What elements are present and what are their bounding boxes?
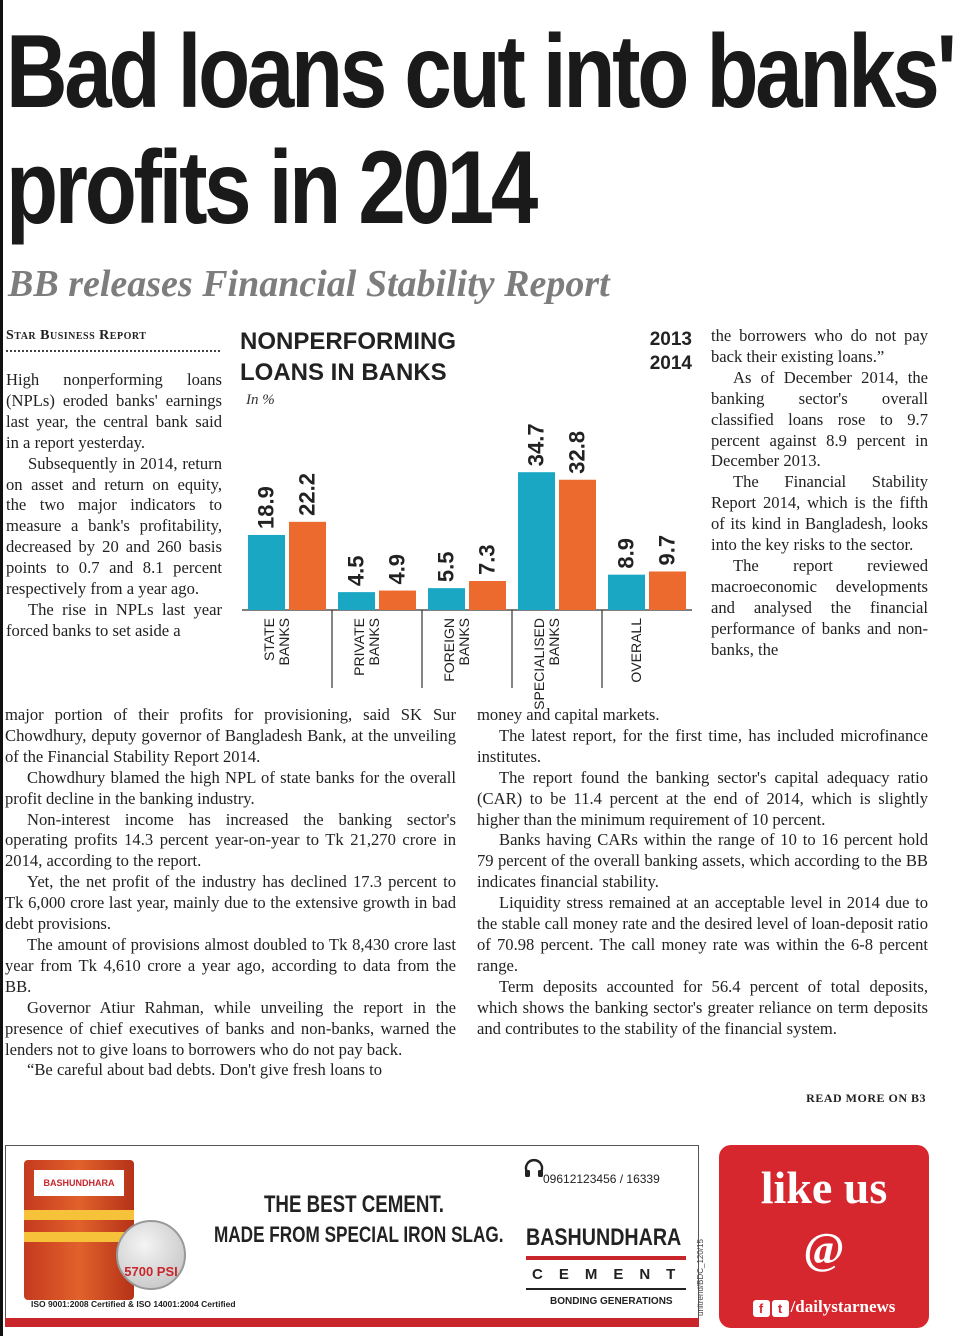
article-paragraph: Yet, the net profit of the industry has declined 17.3 percent to Tk 6,000 crore last year, mainly due to the extensive growth in bad debt provisions. [5, 872, 456, 934]
cement-advertisement[interactable] [5, 1145, 705, 1325]
brand-rule-2 [526, 1288, 686, 1290]
subhead: BB releases Financial Stability Report [8, 263, 610, 305]
article-paragraph: Liquidity stress remained at an acceptable level in 2014 due to the stable call money rate and the desired level of loan-deposit ratio of 70.98 percent. The call money rate was within the 6-8 percent range. [477, 893, 928, 975]
category-label: BANKS [366, 618, 382, 666]
bar-2014 [559, 480, 596, 610]
bar-2013 [428, 588, 465, 610]
promo-at: @ [803, 1224, 845, 1273]
chart-title-line-2: LOANS IN BANKS [240, 359, 447, 386]
bar-2013 [518, 472, 555, 610]
category-label: SPECIALISED [531, 618, 547, 710]
headline-line-2: profits in 2014 [6, 130, 535, 246]
bar-value-label: 18.9 [253, 486, 279, 529]
ad-phone: 09612123456 / 16339 [543, 1172, 660, 1186]
strength-badge [116, 1220, 186, 1290]
article-paragraph: The amount of provisions almost doubled to Tk 8,430 crore last year from Tk 4,610 crore a year ago, according to data from the BB. [5, 934, 456, 996]
ad-tagline-1: THE BEST CEMENT. [264, 1191, 444, 1218]
facebook-icon[interactable]: f [753, 1300, 770, 1317]
bar-2014 [379, 591, 416, 610]
ad-red-band [5, 1318, 699, 1327]
ad-brand: BASHUNDHARA [526, 1224, 682, 1251]
article-paragraph: money and capital markets. [477, 705, 660, 724]
article-column-a [6, 370, 222, 642]
category-label: OVERALL [628, 618, 644, 683]
npl-chart [228, 322, 706, 710]
bar-2013 [248, 535, 285, 610]
page-left-rule [0, 0, 3, 1336]
category-label: BANKS [456, 618, 472, 666]
bag-stripe [24, 1232, 134, 1242]
brand-rule [526, 1256, 686, 1260]
strength-badge-text: 5700 PSI [124, 1264, 178, 1279]
article-paragraph: As of December 2014, the banking sector's overall classified loans rose to 9.7 percent against 8.9 percent in December 2013. [711, 367, 928, 471]
read-more-link[interactable]: READ MORE ON B3 [806, 1091, 926, 1105]
bar-value-label: 34.7 [523, 423, 549, 467]
bar-value-label: 32.8 [564, 430, 590, 474]
ad-tagline-2: MADE FROM SPECIAL IRON SLAG. [214, 1222, 504, 1247]
headline [6, 14, 954, 246]
bar-2014 [649, 571, 686, 610]
bar-2013 [608, 575, 645, 610]
headline-line-1: Bad loans cut into banks' [6, 14, 954, 130]
article-paragraph: Non-interest income has increased the banking sector's operating profits 14.3 percent year-on-year to Tk 21,270 crore in 2014, according to the report. [5, 809, 456, 871]
article-paragraph: “Be careful about bad debts. Don't give fresh loans to [27, 1060, 383, 1080]
byline: Star Business Report [6, 328, 147, 343]
chart-title-line-1: NONPERFORMING [240, 328, 456, 355]
ad-slogan: BONDING GENERATIONS [550, 1296, 673, 1307]
category-label: STATE [261, 618, 277, 662]
article-paragraph: Term deposits accounted for 56.4 percent of total deposits, which shows the banking sector's greater reliance on term deposits and contributes to the stability of the financial system. [477, 976, 928, 1038]
iso-certification: ISO 9001:2008 Certified & ISO 14001:2004 Certified [31, 1299, 236, 1309]
category-label: BANKS [546, 618, 562, 666]
category-label: PRIVATE [351, 618, 367, 676]
twitter-icon[interactable]: t [772, 1300, 789, 1317]
article-paragraph: The Financial Stability Report 2014, which is the fifth of its kind in Bangladesh, looks into the key risks to the sector. [711, 472, 928, 555]
bar-value-label: 9.7 [654, 534, 680, 566]
promo-handle: /dailystarnews [790, 1297, 896, 1316]
social-promo[interactable] [719, 1145, 929, 1328]
article-column-c [711, 326, 928, 661]
article-paragraph: Banks having CARs within the range of 10 to 16 percent hold 79 percent of the overall banking assets, which according to the BB indicates financial stability. [477, 830, 928, 892]
article-paragraph: Governor Atiur Rahman, while unveiling the report in the presence of chief executives of banks and non-banks, warned the lenders not to give loans to borrowers who do not pay back. [5, 997, 456, 1059]
legend-2013: 2013 [649, 329, 692, 350]
bar-2014 [289, 522, 326, 610]
cement-bag-image [24, 1160, 134, 1300]
bar-2014 [469, 581, 506, 610]
ad-brand-sub: CEMENT [532, 1266, 692, 1283]
bar-value-label: 4.5 [343, 555, 369, 587]
bar-2013 [338, 592, 375, 610]
article-column-b [5, 705, 456, 1081]
ad-credit: unitrend/BDC_120/15 [696, 1239, 705, 1316]
bar-value-label: 8.9 [613, 538, 639, 569]
promo-social[interactable] [719, 1297, 929, 1317]
article-paragraph: High nonperforming loans (NPLs) eroded banks' earnings last year, the central bank said in a report yesterday. [6, 370, 222, 452]
chart-plot [228, 322, 706, 710]
phone-icon [523, 1158, 545, 1180]
category-label: FOREIGN [441, 618, 457, 682]
byline-divider [6, 350, 220, 352]
bag-stripe [24, 1210, 134, 1220]
legend-2014: 2014 [649, 353, 692, 374]
article-paragraph: The rise in NPLs last year forced banks to set aside a [6, 599, 222, 640]
article-paragraph: major portion of their profits for provisioning, said SK Sur Chowdhury, deputy governor of Bangladesh Bank, at the unveiling of the Financial Stability Report 2014. [5, 705, 456, 766]
category-label: BANKS [276, 618, 292, 666]
article-paragraph: The report found the banking sector's capital adequacy ratio (CAR) to be 11.4 percent at the end of 2014, which is slightly higher than the minimum requirement of 10 percent. [477, 767, 928, 829]
chart-unit: In % [246, 392, 275, 408]
article-paragraph: Subsequently in 2014, return on asset and return on equity, the two major indicators to measure a bank's profitability, decreased by 20 and 260 basis points to 0.7 and 8.1 percent respectively from a year ago. [6, 453, 222, 599]
bar-value-label: 4.9 [384, 553, 410, 585]
article-paragraph: the borrowers who do not pay back their existing loans.” [711, 326, 928, 366]
bag-label: BASHUNDHARA [34, 1170, 124, 1196]
promo-like-us: like us [760, 1162, 888, 1213]
bar-value-label: 7.3 [474, 544, 500, 576]
article-paragraph: The report reviewed macroeconomic developments and analysed the financial performance of banks and non-banks, the [711, 555, 928, 659]
article-paragraph: The latest report, for the first time, has included microfinance institutes. [477, 725, 928, 766]
article-paragraph: Chowdhury blamed the high NPL of state banks for the overall profit decline in the banking industry. [5, 767, 456, 808]
bar-value-label: 5.5 [433, 551, 459, 583]
bar-value-label: 22.2 [294, 473, 320, 516]
article-column-d [477, 705, 928, 1040]
